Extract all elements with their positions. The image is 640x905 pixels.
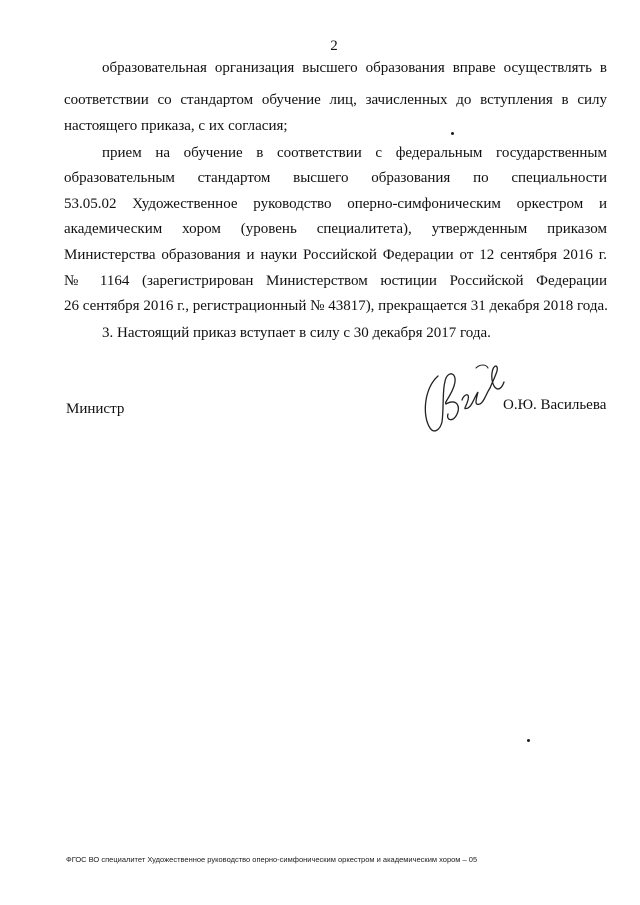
document-footer: ФГОС ВО специалитет Художественное руководство оперно-симфоническим оркестром и академическим хором – 05 xyxy=(66,855,478,864)
handwritten-signature xyxy=(416,358,516,436)
signatory-role: Министр xyxy=(66,401,125,417)
paragraph-2-line-3: 53.05.02 Художественное руководство оперно-симфоническим оркестром и xyxy=(64,196,607,212)
paragraph-2-line-4: академическим хором (уровень специалитета), утвержденным приказом xyxy=(64,221,607,237)
paragraph-1-line-3: настоящего приказа, с их согласия; xyxy=(64,118,288,134)
signatory-name: О.Ю. Васильева xyxy=(503,397,607,413)
paragraph-2-line-5: Министерства образования и науки Российской Федерации от 12 сентября 2016 г. xyxy=(64,247,607,263)
paragraph-2-line-1: прием на обучение в соответствии с федеральным государственным xyxy=(102,145,607,161)
paragraph-1-line-2: соответствии со стандартом обучение лиц, зачисленных до вступления в силу xyxy=(64,92,607,108)
paragraph-2-line-7: 26 сентября 2016 г., регистрационный № 43817), прекращается 31 декабря 2018 года. xyxy=(64,298,608,314)
scan-speck xyxy=(527,739,530,742)
paragraph-2-line-6: № 1164 (зарегистрирован Министерством юстиции Российской Федерации xyxy=(64,273,607,289)
paragraph-2-line-2: образовательным стандартом высшего образования по специальности xyxy=(64,170,607,186)
scan-speck xyxy=(451,132,454,135)
page-number: 2 xyxy=(330,38,338,54)
paragraph-3: 3. Настоящий приказ вступает в силу с 30 декабря 2017 года. xyxy=(102,325,491,341)
paragraph-1-line-1: образовательная организация высшего образования вправе осуществлять в xyxy=(102,60,607,76)
